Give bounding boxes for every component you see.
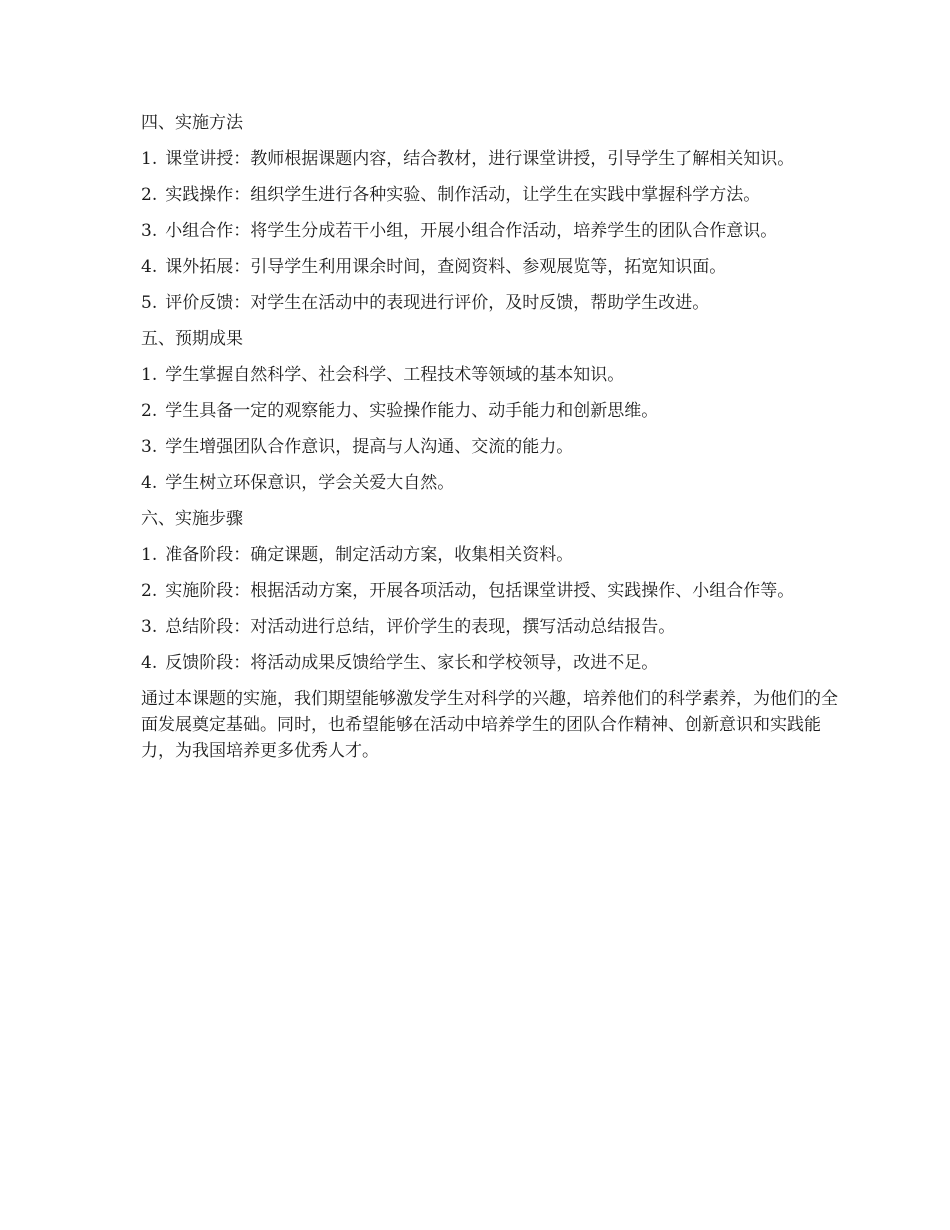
item-number: 1. <box>141 149 158 169</box>
item-text: 学生具备一定的观察能力、实验操作能力、动手能力和创新思维。 <box>165 401 659 421</box>
item-number: 4. <box>141 473 158 493</box>
item-number: 5. <box>141 293 158 313</box>
item-number: 2. <box>141 185 158 205</box>
list-item <box>141 290 841 316</box>
list-item <box>141 254 841 280</box>
document-page <box>141 110 841 764</box>
list-item <box>141 542 841 568</box>
list-item <box>141 146 841 172</box>
item-number: 1. <box>141 545 158 565</box>
list-item <box>141 362 841 388</box>
item-text: 学生掌握自然科学、社会科学、工程技术等领域的基本知识。 <box>165 365 625 385</box>
list-item <box>141 470 841 496</box>
item-text: 准备阶段：确定课题，制定活动方案，收集相关资料。 <box>165 545 574 565</box>
item-text: 学生增强团队合作意识，提高与人沟通、交流的能力。 <box>165 437 574 457</box>
item-number: 3. <box>141 437 158 457</box>
item-number: 4. <box>141 653 158 673</box>
list-item <box>141 650 841 676</box>
item-number: 3. <box>141 617 158 637</box>
item-text: 评价反馈：对学生在活动中的表现进行评价，及时反馈，帮助学生改进。 <box>165 293 710 313</box>
item-number: 2. <box>141 401 158 421</box>
section-heading-expected-results: 五、预期成果 <box>141 329 243 349</box>
item-number: 2. <box>141 581 158 601</box>
section-heading-implementation-methods: 四、实施方法 <box>141 113 243 133</box>
item-text: 实施阶段：根据活动方案，开展各项活动，包括课堂讲授、实践操作、小组合作等。 <box>165 581 795 601</box>
list-item <box>141 434 841 460</box>
list-item <box>141 578 841 604</box>
list-item <box>141 182 841 208</box>
list-item <box>141 398 841 424</box>
item-text: 实践操作：组织学生进行各种实验、制作活动，让学生在实践中掌握科学方法。 <box>165 185 761 205</box>
item-text: 学生树立环保意识，学会关爱大自然。 <box>165 473 455 493</box>
item-text: 总结阶段：对活动进行总结，评价学生的表现，撰写活动总结报告。 <box>165 617 676 637</box>
item-text: 反馈阶段：将活动成果反馈给学生、家长和学校领导，改进不足。 <box>165 653 659 673</box>
item-text: 小组合作：将学生分成若干小组，开展小组合作活动，培养学生的团队合作意识。 <box>165 221 778 241</box>
item-text: 课堂讲授：教师根据课题内容，结合教材，进行课堂讲授，引导学生了解相关知识。 <box>165 149 795 169</box>
list-item <box>141 218 841 244</box>
list-item <box>141 614 841 640</box>
section-heading-implementation-steps: 六、实施步骤 <box>141 509 243 529</box>
item-number: 3. <box>141 221 158 241</box>
item-text: 课外拓展：引导学生利用课余时间，查阅资料、参观展览等，拓宽知识面。 <box>165 257 727 277</box>
item-number: 1. <box>141 365 158 385</box>
conclusion-paragraph: 通过本课题的实施，我们期望能够激发学生对科学的兴趣，培养他们的科学素养，为他们的全面发展奠定基础。同时，也希望能够在活动中培养学生的团队合作精神、创新意识和实践能力，为我国培养更多优秀人才。 <box>141 689 838 761</box>
item-number: 4. <box>141 257 158 277</box>
